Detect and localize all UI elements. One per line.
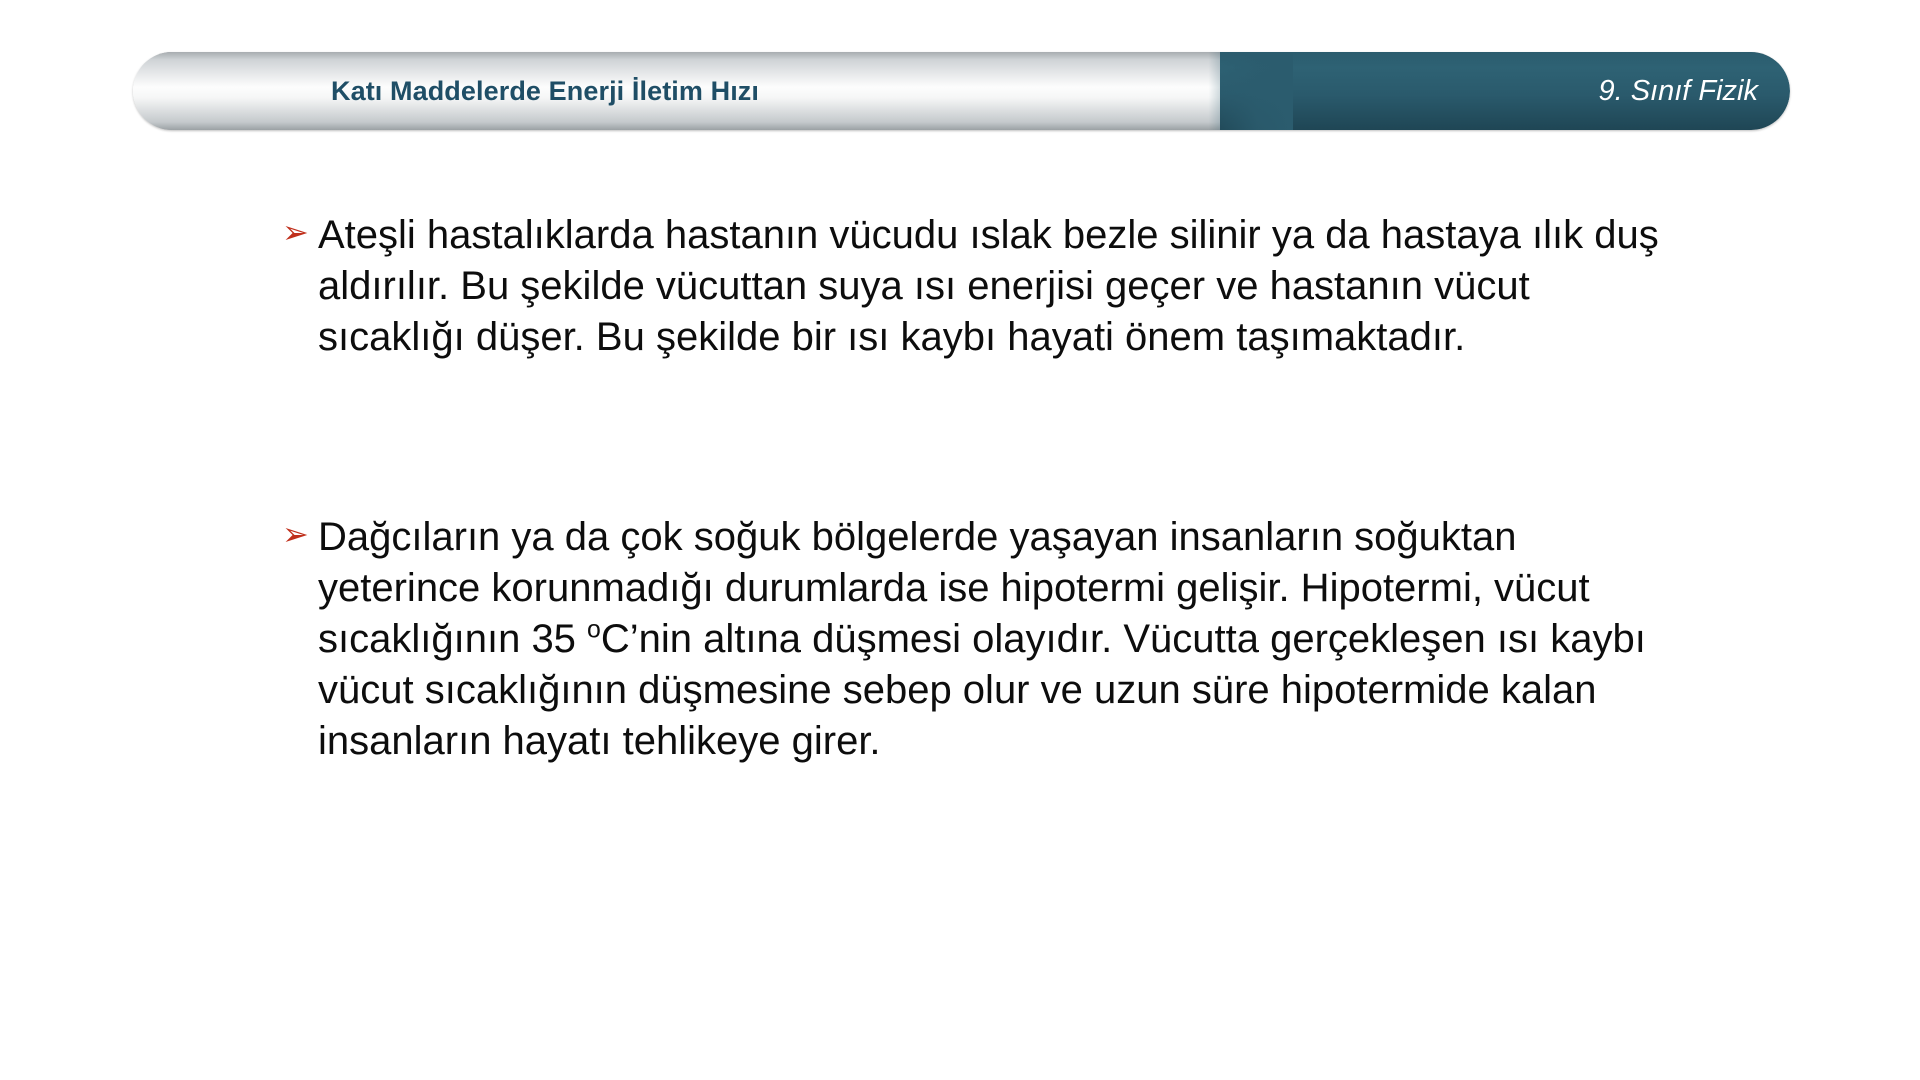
page-title: Katı Maddelerde Enerji İletim Hızı [331, 76, 760, 106]
slide-content [282, 210, 1672, 768]
course-label: 9. Sınıf Fizik [1598, 75, 1758, 107]
slide-header-bar [133, 52, 1790, 130]
list-item-text: Ateşli hastalıklarda hastanın vücudu ıslak bezle silinir ya da hastaya ılık duş aldırılır. Bu şekilde vücuttan suya ısı enerjisi geçer ve hastanın vücut sıcaklığı düşer. Bu şekilde bir ısı kaybı hayati önem taşımaktadır. [318, 213, 1659, 360]
list-item [282, 210, 1672, 364]
list-item [282, 512, 1672, 768]
list-item-text [318, 512, 1672, 768]
list-item-text-part-1: Dağcıların ya da çok soğuk bölgelerde yaşayan insanların soğuktan yeterince korunmadığı durumlarda ise hipotermi gelişir. Hipotermi, vücut sıcaklığının 35 [318, 514, 1590, 661]
header-gradient-blend [1163, 52, 1293, 130]
bullet-arrow-icon: ➢ [282, 514, 309, 553]
degree-superscript: o [587, 616, 601, 644]
bullet-arrow-icon: ➢ [282, 213, 309, 251]
list-item-text-part-2: C’nin altına düşmesi olayıdır. Vücutta gerçekleşen ısı kaybı vücut sıcaklığının düşmesine sebep olur ve uzun süre hipotermide kalan insanların hayatı tehlikeye girer. [318, 616, 1646, 764]
